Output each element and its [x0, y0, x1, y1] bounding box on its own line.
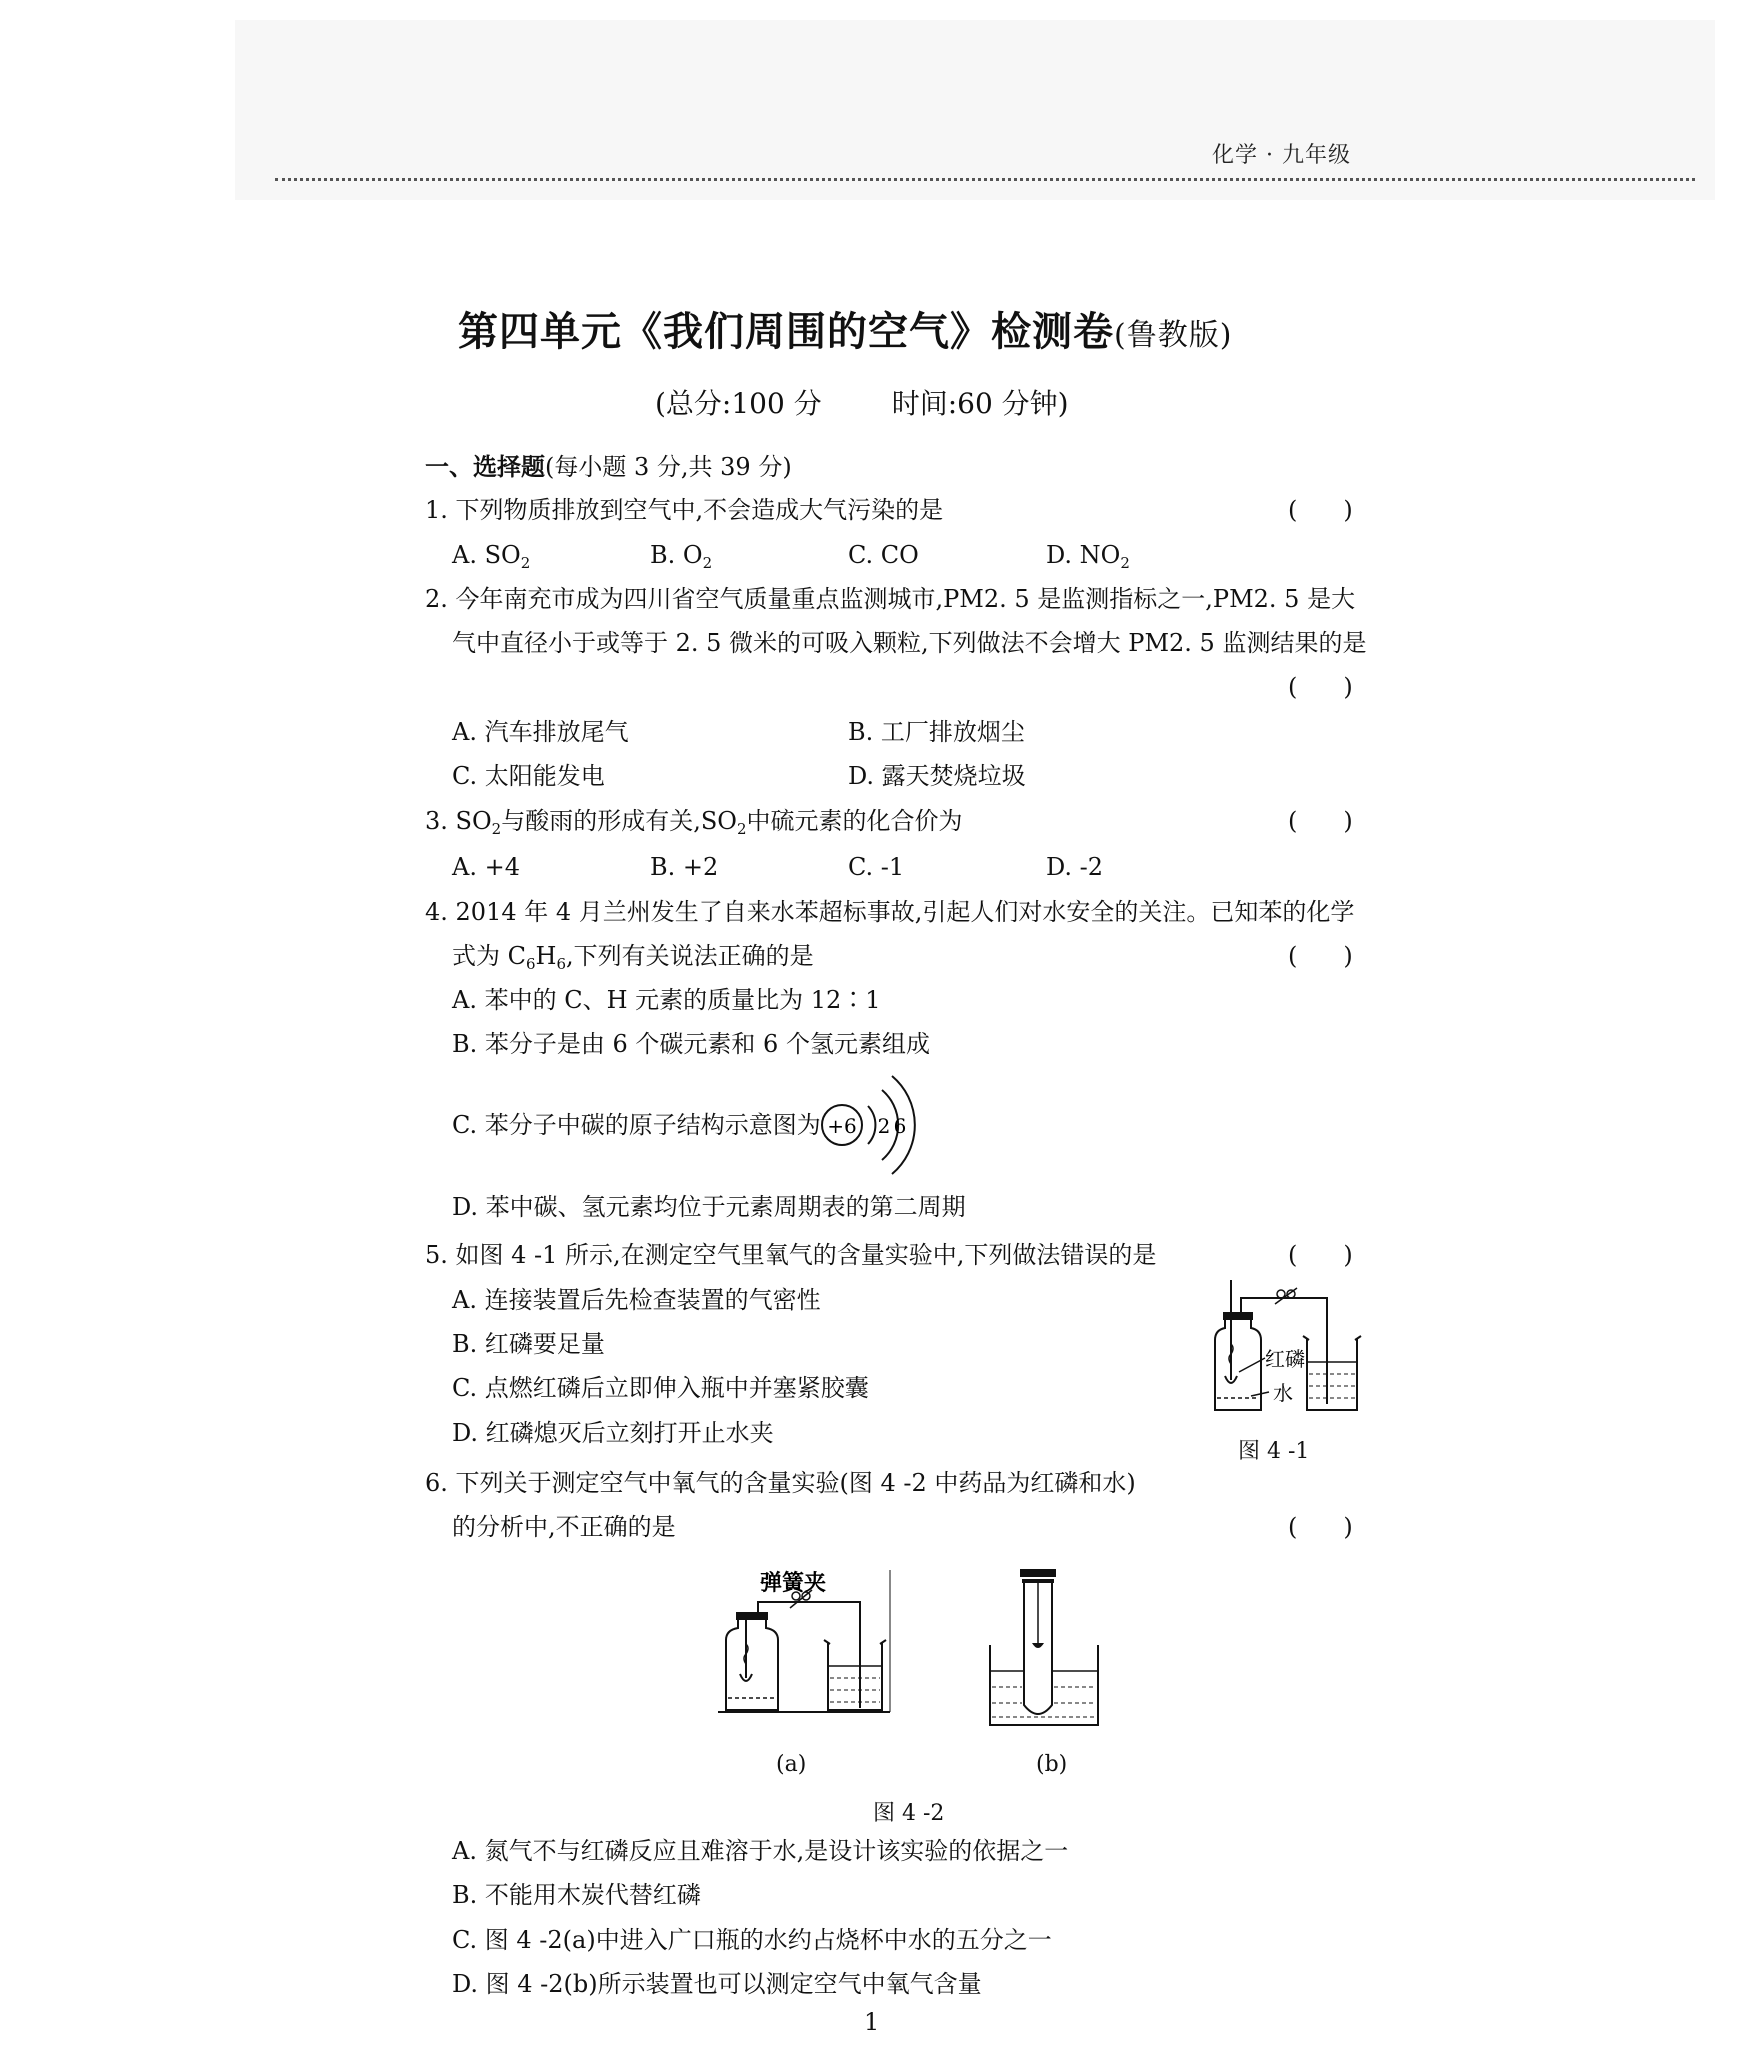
- total-score: (总分:100 分: [655, 387, 822, 420]
- page-number: 1: [864, 2008, 880, 2036]
- q6-stem-line1: 6. 下列关于测定空气中氧气的含量实验(图 4 -2 中药品为红磷和水): [425, 1469, 1136, 1497]
- q3-stem: 3. $SO_2$与酸雨的形成有关$,SO_2$中硫元素的化合价为: [425, 807, 963, 838]
- q4-stem-line2: 式为 $C_6H_6$,下列有关说法正确的是: [452, 942, 814, 973]
- section-label: 一、选择题: [425, 452, 545, 481]
- q2-option-a[interactable]: A. 汽车排放尾气: [452, 718, 629, 746]
- q1-stem: 1. 下列物质排放到空气中,不会造成大气污染的是: [425, 496, 944, 524]
- q1-option-a[interactable]: A. $SO_2$: [452, 541, 531, 572]
- q2-answer-bracket[interactable]: ( ): [1288, 673, 1353, 701]
- q1-option-b[interactable]: B. $O_2$: [650, 541, 713, 572]
- figure-4-2b-apparatus: [980, 1555, 1110, 1735]
- carbon-atom-structure-diagram: [820, 1068, 930, 1178]
- q2-stem-line1: 2. 今年南充市成为四川省空气质量重点监测城市,PM2. 5 是监测指标之一,PM2. 5 是大: [425, 585, 1356, 613]
- atom-shell1-electrons: 2: [877, 1114, 891, 1138]
- exam-time: 时间:60 分钟): [891, 387, 1069, 420]
- q6-option-b[interactable]: B. 不能用木炭代替红磷: [452, 1881, 701, 1909]
- q6-option-d[interactable]: D. 图 4 -2(b)所示装置也可以测定空气中氧气含量: [452, 1970, 982, 1998]
- figure-4-2b-caption: (b): [1036, 1752, 1068, 1777]
- q3-option-b[interactable]: B. +2: [650, 853, 719, 881]
- exam-info: [655, 382, 1069, 422]
- section-note: (每小题 3 分,共 39 分): [545, 453, 792, 481]
- fig41-label-red-phosphorus: 红磷: [1265, 1347, 1305, 1371]
- title-edition: (鲁教版): [1114, 318, 1233, 353]
- q5-option-a[interactable]: A. 连接装置后先检查装置的气密性: [452, 1286, 821, 1314]
- q3-option-d[interactable]: D. -2: [1046, 853, 1104, 881]
- figure-4-2a-apparatus: [710, 1560, 900, 1720]
- q4-answer-bracket[interactable]: ( ): [1288, 942, 1353, 970]
- fig42-label-spring-clip: 弹簧夹: [760, 1571, 827, 1596]
- q6-option-c[interactable]: C. 图 4 -2(a)中进入广口瓶的水约占烧杯中水的五分之一: [452, 1926, 1052, 1954]
- q2-option-b[interactable]: B. 工厂排放烟尘: [848, 718, 1025, 746]
- q3-option-c[interactable]: C. -1: [848, 853, 905, 881]
- q6-option-a[interactable]: A. 氮气不与红磷反应且难溶于水,是设计该实验的依据之一: [452, 1837, 1069, 1865]
- q2-option-c[interactable]: C. 太阳能发电: [452, 762, 605, 790]
- q5-answer-bracket[interactable]: ( ): [1288, 1241, 1353, 1269]
- q6-answer-bracket[interactable]: ( ): [1288, 1513, 1353, 1541]
- figure-4-1-apparatus: [1195, 1280, 1375, 1420]
- q5-option-d[interactable]: D. 红磷熄灭后立刻打开止水夹: [452, 1419, 774, 1447]
- atom-nucleus-label: +6: [827, 1114, 857, 1138]
- section-heading: [425, 452, 792, 482]
- header-subject: 化学 · 九年级: [1212, 143, 1351, 168]
- q4-option-c[interactable]: C. 苯分子中碳的原子结构示意图为: [452, 1111, 821, 1139]
- q5-option-c[interactable]: C. 点燃红磷后立即伸入瓶中并塞紧胶囊: [452, 1374, 869, 1402]
- fig41-label-water: 水: [1273, 1381, 1293, 1405]
- q3-option-a[interactable]: A. +4: [452, 853, 520, 881]
- q6-stem-line2: 的分析中,不正确的是: [452, 1513, 676, 1541]
- header-dotted-rule: [275, 178, 1695, 181]
- q4-stem-line1: 4. 2014 年 4 月兰州发生了自来水苯超标事故,引起人们对水安全的关注。已知苯的化学: [425, 898, 1355, 926]
- page-title: [458, 300, 1232, 357]
- q5-stem: 5. 如图 4 -1 所示,在测定空气里氧气的含量实验中,下列做法错误的是: [425, 1241, 1157, 1269]
- figure-4-2a-caption: (a): [776, 1752, 807, 1777]
- q3-answer-bracket[interactable]: ( ): [1288, 807, 1353, 835]
- q1-option-c[interactable]: C. CO: [848, 541, 919, 569]
- q2-option-d[interactable]: D. 露天焚烧垃圾: [848, 762, 1026, 790]
- title-main: 第四单元《我们周围的空气》检测卷: [458, 308, 1114, 355]
- atom-shell2-electrons: 6: [893, 1114, 907, 1138]
- q4-option-a[interactable]: A. 苯中的 C、H 元素的质量比为 12∶1: [452, 986, 881, 1014]
- figure-4-1-caption: 图 4 -1: [1238, 1439, 1310, 1464]
- q4-option-d[interactable]: D. 苯中碳、氢元素均位于元素周期表的第二周期: [452, 1193, 966, 1221]
- q1-answer-bracket[interactable]: ( ): [1288, 496, 1353, 524]
- header-band: [235, 20, 1715, 200]
- q5-option-b[interactable]: B. 红磷要足量: [452, 1330, 605, 1358]
- q4-option-b[interactable]: B. 苯分子是由 6 个碳元素和 6 个氢元素组成: [452, 1030, 930, 1058]
- figure-4-2-caption: 图 4 -2: [873, 1801, 945, 1826]
- q2-stem-line2: 气中直径小于或等于 2. 5 微米的可吸入颗粒,下列做法不会增大 PM2. 5 监测结果的是: [452, 629, 1367, 657]
- q1-option-d[interactable]: D. $NO_2$: [1046, 541, 1130, 572]
